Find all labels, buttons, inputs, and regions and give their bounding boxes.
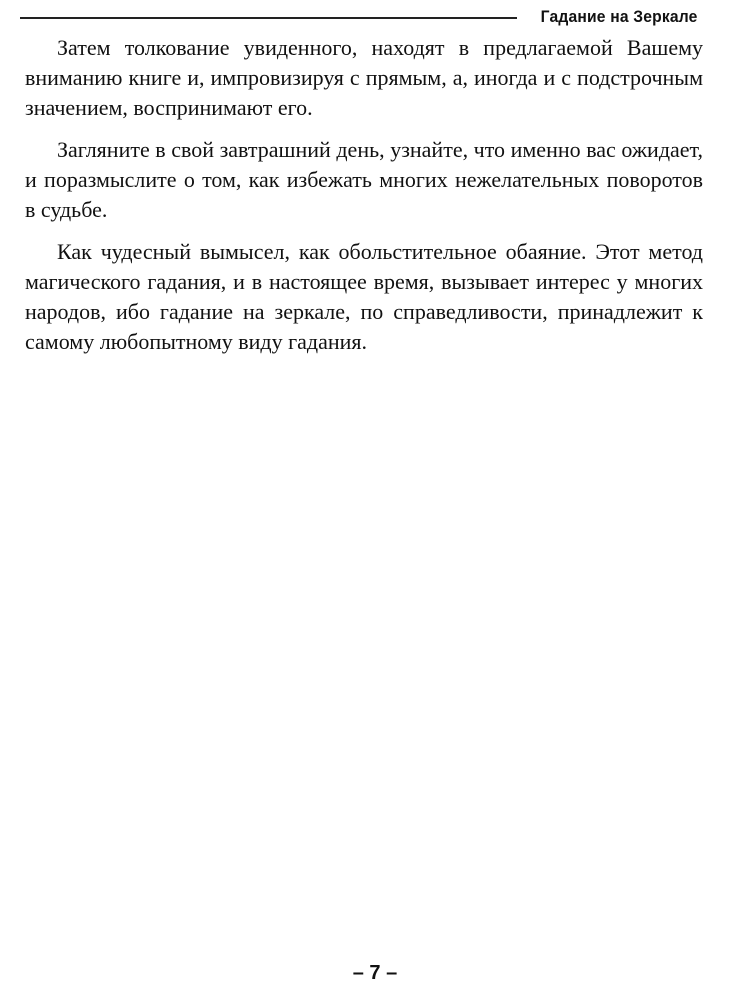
running-header [20, 4, 698, 30]
header-rule [20, 17, 517, 19]
paragraph: Загляните в свой завтрашний день, узнайте, что именно вас ожидает, и поразмыслите о том, как избежать многих нежелательных поворотов в судьбе. [25, 137, 703, 222]
page-number: – 7 – [352, 962, 398, 984]
paragraph: Затем толкование увиденного, находят в предлагаемой Вашему вниманию книге и, импровизируя с прямым, а, иногда и с подстрочным значением, воспринимают его. [25, 35, 703, 120]
body-text [25, 33, 703, 369]
paragraph: Как чудесный вымысел, как обольстительное обаяние. Этот метод магического гадания, и в настоящее время, вызывает интерес у многих народов, ибо гадание на зеркале, по справедливости, принадлежит к самому любопытному виду гадания. [25, 239, 703, 354]
running-header-title: Гадание на Зеркале [541, 7, 698, 26]
